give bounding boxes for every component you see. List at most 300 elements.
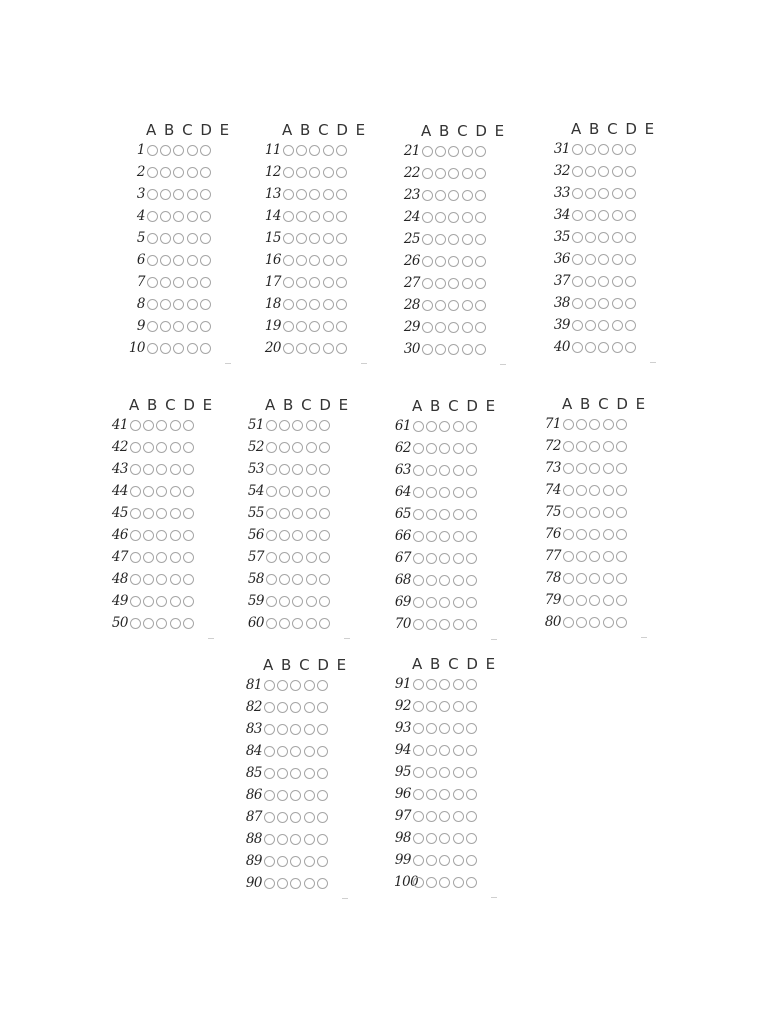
answer-bubble-b[interactable] <box>426 811 437 822</box>
answer-bubble-e[interactable] <box>336 233 347 244</box>
answer-bubble-c[interactable] <box>173 211 184 222</box>
answer-bubble-b[interactable] <box>435 344 446 355</box>
answer-bubble-a[interactable] <box>266 508 277 519</box>
answer-bubble-a[interactable] <box>266 596 277 607</box>
answer-bubble-d[interactable] <box>462 278 473 289</box>
answer-bubble-c[interactable] <box>598 342 609 353</box>
answer-bubble-b[interactable] <box>426 701 437 712</box>
answer-bubble-a[interactable] <box>147 189 158 200</box>
answer-bubble-c[interactable] <box>439 811 450 822</box>
answer-bubble-c[interactable] <box>439 833 450 844</box>
answer-bubble-e[interactable] <box>319 508 330 519</box>
answer-bubble-c[interactable] <box>292 420 303 431</box>
answer-bubble-e[interactable] <box>183 508 194 519</box>
answer-bubble-d[interactable] <box>170 420 181 431</box>
answer-bubble-b[interactable] <box>296 233 307 244</box>
answer-bubble-c[interactable] <box>439 767 450 778</box>
answer-bubble-b[interactable] <box>143 596 154 607</box>
answer-bubble-c[interactable] <box>292 530 303 541</box>
answer-bubble-b[interactable] <box>426 443 437 454</box>
answer-bubble-b[interactable] <box>426 679 437 690</box>
answer-bubble-c[interactable] <box>598 320 609 331</box>
answer-bubble-d[interactable] <box>187 299 198 310</box>
answer-bubble-e[interactable] <box>475 190 486 201</box>
answer-bubble-b[interactable] <box>279 420 290 431</box>
answer-bubble-b[interactable] <box>277 790 288 801</box>
answer-bubble-d[interactable] <box>453 465 464 476</box>
answer-bubble-b[interactable] <box>160 255 171 266</box>
answer-bubble-c[interactable] <box>439 745 450 756</box>
answer-bubble-c[interactable] <box>309 321 320 332</box>
answer-bubble-b[interactable] <box>277 680 288 691</box>
answer-bubble-a[interactable] <box>266 530 277 541</box>
answer-bubble-d[interactable] <box>612 276 623 287</box>
answer-bubble-a[interactable] <box>266 464 277 475</box>
answer-bubble-c[interactable] <box>290 790 301 801</box>
answer-bubble-a[interactable] <box>266 552 277 563</box>
answer-bubble-c[interactable] <box>156 596 167 607</box>
answer-bubble-c[interactable] <box>309 189 320 200</box>
answer-bubble-c[interactable] <box>439 509 450 520</box>
answer-bubble-b[interactable] <box>426 575 437 586</box>
answer-bubble-b[interactable] <box>585 254 596 265</box>
answer-bubble-b[interactable] <box>426 767 437 778</box>
answer-bubble-d[interactable] <box>323 343 334 354</box>
answer-bubble-a[interactable] <box>130 420 141 431</box>
answer-bubble-b[interactable] <box>585 320 596 331</box>
answer-bubble-c[interactable] <box>439 575 450 586</box>
answer-bubble-c[interactable] <box>309 255 320 266</box>
answer-bubble-a[interactable] <box>413 553 424 564</box>
answer-bubble-c[interactable] <box>589 441 600 452</box>
answer-bubble-a[interactable] <box>572 232 583 243</box>
answer-bubble-a[interactable] <box>413 767 424 778</box>
answer-bubble-d[interactable] <box>306 420 317 431</box>
answer-bubble-a[interactable] <box>147 299 158 310</box>
answer-bubble-b[interactable] <box>160 343 171 354</box>
answer-bubble-c[interactable] <box>439 465 450 476</box>
answer-bubble-b[interactable] <box>585 188 596 199</box>
answer-bubble-d[interactable] <box>603 529 614 540</box>
answer-bubble-a[interactable] <box>413 597 424 608</box>
answer-bubble-d[interactable] <box>306 574 317 585</box>
answer-bubble-d[interactable] <box>462 168 473 179</box>
answer-bubble-d[interactable] <box>453 745 464 756</box>
answer-bubble-c[interactable] <box>290 878 301 889</box>
answer-bubble-a[interactable] <box>130 618 141 629</box>
answer-bubble-e[interactable] <box>319 442 330 453</box>
answer-bubble-e[interactable] <box>200 211 211 222</box>
answer-bubble-d[interactable] <box>304 768 315 779</box>
answer-bubble-e[interactable] <box>317 724 328 735</box>
answer-bubble-e[interactable] <box>200 145 211 156</box>
answer-bubble-b[interactable] <box>296 277 307 288</box>
answer-bubble-c[interactable] <box>439 877 450 888</box>
answer-bubble-b[interactable] <box>435 300 446 311</box>
answer-bubble-b[interactable] <box>160 299 171 310</box>
answer-bubble-c[interactable] <box>439 443 450 454</box>
answer-bubble-e[interactable] <box>319 574 330 585</box>
answer-bubble-e[interactable] <box>625 342 636 353</box>
answer-bubble-b[interactable] <box>435 146 446 157</box>
answer-bubble-a[interactable] <box>264 812 275 823</box>
answer-bubble-a[interactable] <box>147 277 158 288</box>
answer-bubble-e[interactable] <box>200 277 211 288</box>
answer-bubble-a[interactable] <box>130 486 141 497</box>
answer-bubble-b[interactable] <box>576 419 587 430</box>
answer-bubble-e[interactable] <box>317 834 328 845</box>
answer-bubble-b[interactable] <box>143 508 154 519</box>
answer-bubble-d[interactable] <box>170 442 181 453</box>
answer-bubble-b[interactable] <box>576 507 587 518</box>
answer-bubble-c[interactable] <box>292 574 303 585</box>
answer-bubble-c[interactable] <box>439 723 450 734</box>
answer-bubble-e[interactable] <box>336 321 347 332</box>
answer-bubble-c[interactable] <box>290 680 301 691</box>
answer-bubble-e[interactable] <box>625 254 636 265</box>
answer-bubble-e[interactable] <box>625 210 636 221</box>
answer-bubble-b[interactable] <box>576 463 587 474</box>
answer-bubble-b[interactable] <box>585 210 596 221</box>
answer-bubble-b[interactable] <box>277 834 288 845</box>
answer-bubble-b[interactable] <box>143 574 154 585</box>
answer-bubble-a[interactable] <box>264 856 275 867</box>
answer-bubble-d[interactable] <box>304 878 315 889</box>
answer-bubble-a[interactable] <box>147 321 158 332</box>
answer-bubble-a[interactable] <box>413 575 424 586</box>
answer-bubble-a[interactable] <box>422 168 433 179</box>
answer-bubble-b[interactable] <box>296 145 307 156</box>
answer-bubble-b[interactable] <box>426 723 437 734</box>
answer-bubble-d[interactable] <box>612 342 623 353</box>
answer-bubble-a[interactable] <box>264 724 275 735</box>
answer-bubble-b[interactable] <box>426 833 437 844</box>
answer-bubble-a[interactable] <box>130 552 141 563</box>
answer-bubble-a[interactable] <box>572 210 583 221</box>
answer-bubble-e[interactable] <box>319 596 330 607</box>
answer-bubble-b[interactable] <box>426 421 437 432</box>
answer-bubble-e[interactable] <box>183 486 194 497</box>
answer-bubble-e[interactable] <box>616 551 627 562</box>
answer-bubble-c[interactable] <box>173 321 184 332</box>
answer-bubble-c[interactable] <box>439 679 450 690</box>
answer-bubble-c[interactable] <box>598 144 609 155</box>
answer-bubble-c[interactable] <box>439 487 450 498</box>
answer-bubble-c[interactable] <box>439 597 450 608</box>
answer-bubble-c[interactable] <box>589 507 600 518</box>
answer-bubble-b[interactable] <box>296 167 307 178</box>
answer-bubble-a[interactable] <box>264 878 275 889</box>
answer-bubble-a[interactable] <box>413 487 424 498</box>
answer-bubble-a[interactable] <box>413 531 424 542</box>
answer-bubble-e[interactable] <box>625 188 636 199</box>
answer-bubble-e[interactable] <box>616 617 627 628</box>
answer-bubble-c[interactable] <box>439 421 450 432</box>
answer-bubble-b[interactable] <box>143 486 154 497</box>
answer-bubble-a[interactable] <box>283 233 294 244</box>
answer-bubble-c[interactable] <box>173 233 184 244</box>
answer-bubble-c[interactable] <box>173 145 184 156</box>
answer-bubble-a[interactable] <box>422 256 433 267</box>
answer-bubble-b[interactable] <box>279 530 290 541</box>
answer-bubble-c[interactable] <box>448 300 459 311</box>
answer-bubble-a[interactable] <box>413 443 424 454</box>
answer-bubble-e[interactable] <box>625 298 636 309</box>
answer-bubble-a[interactable] <box>413 833 424 844</box>
answer-bubble-e[interactable] <box>475 212 486 223</box>
answer-bubble-e[interactable] <box>466 745 477 756</box>
answer-bubble-d[interactable] <box>304 724 315 735</box>
answer-bubble-b[interactable] <box>426 877 437 888</box>
answer-bubble-a[interactable] <box>266 420 277 431</box>
answer-bubble-a[interactable] <box>283 321 294 332</box>
answer-bubble-a[interactable] <box>572 298 583 309</box>
answer-bubble-d[interactable] <box>453 833 464 844</box>
answer-bubble-d[interactable] <box>453 723 464 734</box>
answer-bubble-a[interactable] <box>147 211 158 222</box>
answer-bubble-b[interactable] <box>279 618 290 629</box>
answer-bubble-c[interactable] <box>448 234 459 245</box>
answer-bubble-c[interactable] <box>309 145 320 156</box>
answer-bubble-e[interactable] <box>466 811 477 822</box>
answer-bubble-c[interactable] <box>156 508 167 519</box>
answer-bubble-a[interactable] <box>147 145 158 156</box>
answer-bubble-d[interactable] <box>612 254 623 265</box>
answer-bubble-e[interactable] <box>200 255 211 266</box>
answer-bubble-d[interactable] <box>170 530 181 541</box>
answer-bubble-a[interactable] <box>283 189 294 200</box>
answer-bubble-c[interactable] <box>173 299 184 310</box>
answer-bubble-d[interactable] <box>462 344 473 355</box>
answer-bubble-c[interactable] <box>309 233 320 244</box>
answer-bubble-a[interactable] <box>413 701 424 712</box>
answer-bubble-e[interactable] <box>183 464 194 475</box>
answer-bubble-d[interactable] <box>612 166 623 177</box>
answer-bubble-a[interactable] <box>563 419 574 430</box>
answer-bubble-b[interactable] <box>426 509 437 520</box>
answer-bubble-d[interactable] <box>323 255 334 266</box>
answer-bubble-e[interactable] <box>616 485 627 496</box>
answer-bubble-c[interactable] <box>290 746 301 757</box>
answer-bubble-e[interactable] <box>183 596 194 607</box>
answer-bubble-d[interactable] <box>462 322 473 333</box>
answer-bubble-e[interactable] <box>466 443 477 454</box>
answer-bubble-a[interactable] <box>266 486 277 497</box>
answer-bubble-b[interactable] <box>277 768 288 779</box>
answer-bubble-c[interactable] <box>292 596 303 607</box>
answer-bubble-c[interactable] <box>173 189 184 200</box>
answer-bubble-d[interactable] <box>306 486 317 497</box>
answer-bubble-c[interactable] <box>448 212 459 223</box>
answer-bubble-d[interactable] <box>187 189 198 200</box>
answer-bubble-e[interactable] <box>466 789 477 800</box>
answer-bubble-d[interactable] <box>453 509 464 520</box>
answer-bubble-b[interactable] <box>277 812 288 823</box>
answer-bubble-e[interactable] <box>319 530 330 541</box>
answer-bubble-c[interactable] <box>598 166 609 177</box>
answer-bubble-c[interactable] <box>156 420 167 431</box>
answer-bubble-a[interactable] <box>130 508 141 519</box>
answer-bubble-e[interactable] <box>317 856 328 867</box>
answer-bubble-c[interactable] <box>292 618 303 629</box>
answer-bubble-b[interactable] <box>576 595 587 606</box>
answer-bubble-b[interactable] <box>143 442 154 453</box>
answer-bubble-a[interactable] <box>413 465 424 476</box>
answer-bubble-b[interactable] <box>435 212 446 223</box>
answer-bubble-d[interactable] <box>170 486 181 497</box>
answer-bubble-e[interactable] <box>466 767 477 778</box>
answer-bubble-e[interactable] <box>625 232 636 243</box>
answer-bubble-d[interactable] <box>612 298 623 309</box>
answer-bubble-c[interactable] <box>290 702 301 713</box>
answer-bubble-c[interactable] <box>448 322 459 333</box>
answer-bubble-e[interactable] <box>475 278 486 289</box>
answer-bubble-d[interactable] <box>306 464 317 475</box>
answer-bubble-d[interactable] <box>453 531 464 542</box>
answer-bubble-c[interactable] <box>156 618 167 629</box>
answer-bubble-c[interactable] <box>173 255 184 266</box>
answer-bubble-b[interactable] <box>435 278 446 289</box>
answer-bubble-e[interactable] <box>466 855 477 866</box>
answer-bubble-b[interactable] <box>160 189 171 200</box>
answer-bubble-b[interactable] <box>279 552 290 563</box>
answer-bubble-b[interactable] <box>296 343 307 354</box>
answer-bubble-e[interactable] <box>319 464 330 475</box>
answer-bubble-a[interactable] <box>266 618 277 629</box>
answer-bubble-c[interactable] <box>589 529 600 540</box>
answer-bubble-a[interactable] <box>147 343 158 354</box>
answer-bubble-a[interactable] <box>147 255 158 266</box>
answer-bubble-a[interactable] <box>413 679 424 690</box>
answer-bubble-c[interactable] <box>598 254 609 265</box>
answer-bubble-a[interactable] <box>563 507 574 518</box>
answer-bubble-e[interactable] <box>183 618 194 629</box>
answer-bubble-e[interactable] <box>317 680 328 691</box>
answer-bubble-e[interactable] <box>336 255 347 266</box>
answer-bubble-e[interactable] <box>625 166 636 177</box>
answer-bubble-a[interactable] <box>413 619 424 630</box>
answer-bubble-c[interactable] <box>439 531 450 542</box>
answer-bubble-c[interactable] <box>589 573 600 584</box>
answer-bubble-c[interactable] <box>309 299 320 310</box>
answer-bubble-b[interactable] <box>143 464 154 475</box>
answer-bubble-e[interactable] <box>466 723 477 734</box>
answer-bubble-d[interactable] <box>453 575 464 586</box>
answer-bubble-e[interactable] <box>336 299 347 310</box>
answer-bubble-b[interactable] <box>160 321 171 332</box>
answer-bubble-b[interactable] <box>435 322 446 333</box>
answer-bubble-b[interactable] <box>576 529 587 540</box>
answer-bubble-b[interactable] <box>585 342 596 353</box>
answer-bubble-b[interactable] <box>143 420 154 431</box>
answer-bubble-b[interactable] <box>426 553 437 564</box>
answer-bubble-d[interactable] <box>603 595 614 606</box>
answer-bubble-b[interactable] <box>143 530 154 541</box>
answer-bubble-c[interactable] <box>589 485 600 496</box>
answer-bubble-a[interactable] <box>563 441 574 452</box>
answer-bubble-d[interactable] <box>612 320 623 331</box>
answer-bubble-e[interactable] <box>616 507 627 518</box>
answer-bubble-a[interactable] <box>563 463 574 474</box>
answer-bubble-e[interactable] <box>466 487 477 498</box>
answer-bubble-c[interactable] <box>598 298 609 309</box>
answer-bubble-c[interactable] <box>448 344 459 355</box>
answer-bubble-b[interactable] <box>296 321 307 332</box>
answer-bubble-a[interactable] <box>422 146 433 157</box>
answer-bubble-c[interactable] <box>598 210 609 221</box>
answer-bubble-d[interactable] <box>453 811 464 822</box>
answer-bubble-c[interactable] <box>448 168 459 179</box>
answer-bubble-a[interactable] <box>563 617 574 628</box>
answer-bubble-d[interactable] <box>603 485 614 496</box>
answer-bubble-c[interactable] <box>439 701 450 712</box>
answer-bubble-a[interactable] <box>422 190 433 201</box>
answer-bubble-c[interactable] <box>598 188 609 199</box>
answer-bubble-b[interactable] <box>160 233 171 244</box>
answer-bubble-c[interactable] <box>290 812 301 823</box>
answer-bubble-a[interactable] <box>266 574 277 585</box>
answer-bubble-a[interactable] <box>563 573 574 584</box>
answer-bubble-d[interactable] <box>453 767 464 778</box>
answer-bubble-c[interactable] <box>589 617 600 628</box>
answer-bubble-c[interactable] <box>448 190 459 201</box>
answer-bubble-d[interactable] <box>453 679 464 690</box>
answer-bubble-a[interactable] <box>283 299 294 310</box>
answer-bubble-c[interactable] <box>439 553 450 564</box>
answer-bubble-d[interactable] <box>170 464 181 475</box>
answer-bubble-d[interactable] <box>304 856 315 867</box>
answer-bubble-b[interactable] <box>143 552 154 563</box>
answer-bubble-a[interactable] <box>422 212 433 223</box>
answer-bubble-d[interactable] <box>612 144 623 155</box>
answer-bubble-c[interactable] <box>448 278 459 289</box>
answer-bubble-e[interactable] <box>336 145 347 156</box>
answer-bubble-b[interactable] <box>426 789 437 800</box>
answer-bubble-d[interactable] <box>462 146 473 157</box>
answer-bubble-e[interactable] <box>319 486 330 497</box>
answer-bubble-a[interactable] <box>130 442 141 453</box>
answer-bubble-d[interactable] <box>304 680 315 691</box>
answer-bubble-a[interactable] <box>422 278 433 289</box>
answer-bubble-d[interactable] <box>453 855 464 866</box>
answer-bubble-a[interactable] <box>563 595 574 606</box>
answer-bubble-a[interactable] <box>130 464 141 475</box>
answer-bubble-d[interactable] <box>603 551 614 562</box>
answer-bubble-c[interactable] <box>589 551 600 562</box>
answer-bubble-c[interactable] <box>589 419 600 430</box>
answer-bubble-e[interactable] <box>616 419 627 430</box>
answer-bubble-d[interactable] <box>462 234 473 245</box>
answer-bubble-a[interactable] <box>572 188 583 199</box>
answer-bubble-e[interactable] <box>625 320 636 331</box>
answer-bubble-e[interactable] <box>317 702 328 713</box>
answer-bubble-a[interactable] <box>264 790 275 801</box>
answer-bubble-a[interactable] <box>413 789 424 800</box>
answer-bubble-d[interactable] <box>603 507 614 518</box>
answer-bubble-e[interactable] <box>616 463 627 474</box>
answer-bubble-a[interactable] <box>413 877 424 888</box>
answer-bubble-c[interactable] <box>292 552 303 563</box>
answer-bubble-e[interactable] <box>317 768 328 779</box>
answer-bubble-c[interactable] <box>292 508 303 519</box>
answer-bubble-c[interactable] <box>156 552 167 563</box>
answer-bubble-e[interactable] <box>319 552 330 563</box>
answer-bubble-e[interactable] <box>336 277 347 288</box>
answer-bubble-a[interactable] <box>283 167 294 178</box>
answer-bubble-e[interactable] <box>475 168 486 179</box>
answer-bubble-d[interactable] <box>462 256 473 267</box>
answer-bubble-b[interactable] <box>279 596 290 607</box>
